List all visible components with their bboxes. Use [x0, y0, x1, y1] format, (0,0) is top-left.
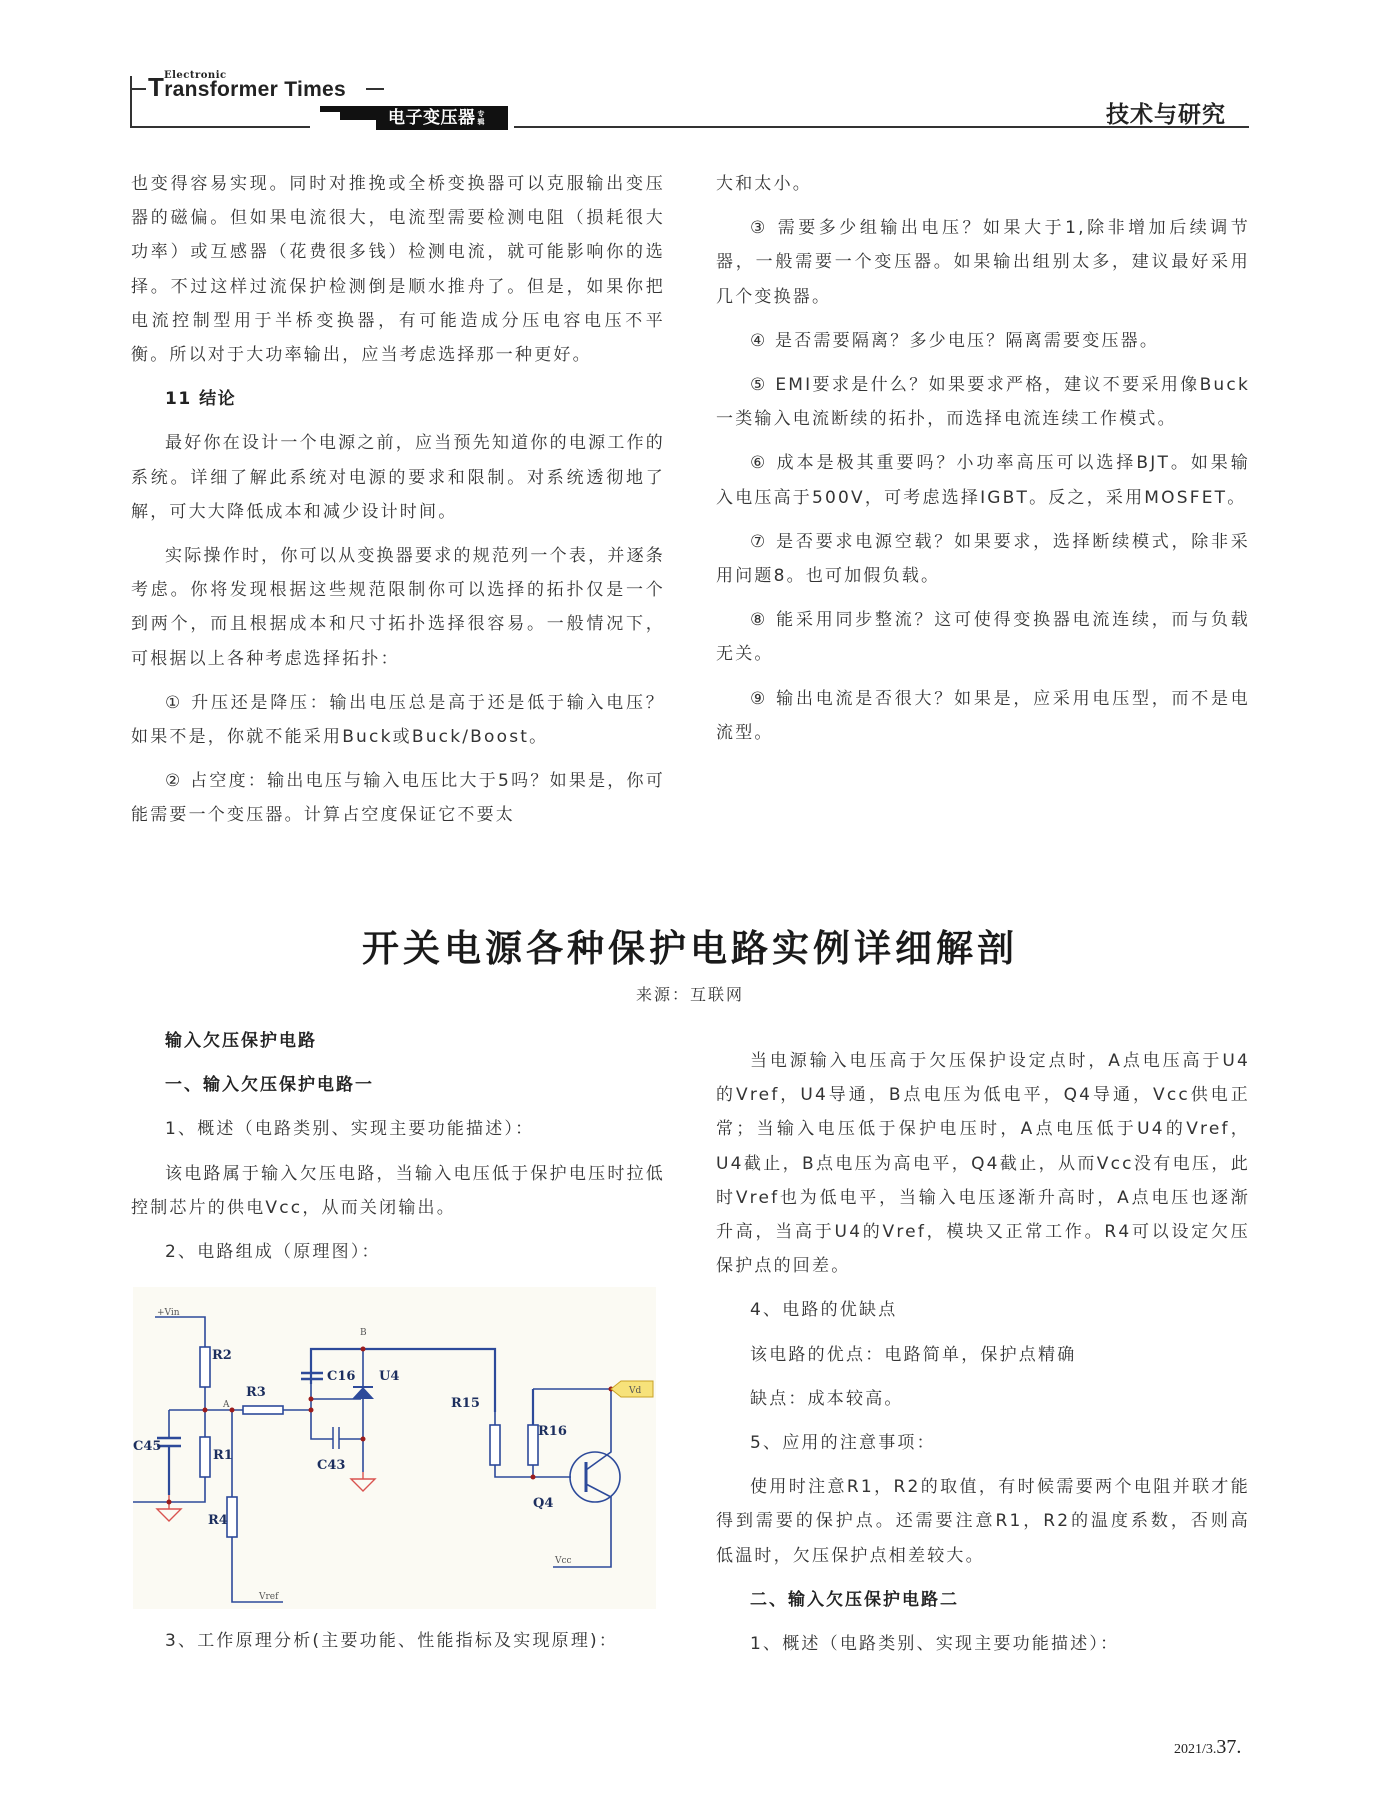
list-item: ⑤ EMI要求是什么？如果要求严格，建议不要采用像Buck一类输入电流断续的拓扑，而选择电流连续工作模式。 — [716, 375, 1250, 430]
section-label: 技术与研究 — [1106, 102, 1226, 128]
brand-dash — [366, 88, 384, 90]
article-title: 开关电源各种保护电路实例详细解剖 — [362, 927, 1018, 970]
paragraph: 该电路属于输入欠压电路，当输入电压低于保护电压时拉低控制芯片的供电Vcc，从而关闭输出。 — [131, 1163, 665, 1218]
resistor-r4 — [227, 1497, 237, 1537]
paragraph: 该电路的优点：电路简单，保护点精确 — [750, 1344, 1077, 1365]
article-left-column-bottom — [131, 1624, 665, 1668]
wires — [133, 1317, 620, 1602]
brand-cn-title: 电子变压器 — [388, 108, 476, 128]
list-item: ⑧ 能采用同步整流？这可使得变换器电流连续，而与负载无关。 — [716, 610, 1250, 665]
label-r15: R15 — [451, 1396, 480, 1411]
brand-banner — [320, 106, 508, 130]
paragraph: 使用时注意R1，R2的取值，有时候需要两个电阻并联才能得到需要的保护点。还需要注意R1，R2的温度系数，否则高低温时，欠压保护点相差较大。 — [716, 1477, 1250, 1566]
header-rule-vertical — [130, 76, 132, 128]
heading-sub: 一、输入欠压保护电路一 — [165, 1075, 374, 1096]
label-vref: Vref — [259, 1592, 279, 1602]
resistor-r2 — [200, 1347, 210, 1387]
heading-main: 输入欠压保护电路 — [165, 1031, 317, 1051]
heading-sub-2: 二、输入欠压保护电路二 — [750, 1589, 959, 1610]
label-u4: U4 — [379, 1369, 400, 1384]
list-item: ③ 需要多少组输出电压？如果大于1,除非增加后续调节器，一般需要一个变压器。如果输出组别太多，建议最好采用几个变换器。 — [716, 218, 1250, 307]
paragraph: 也变得容易实现。同时对推挽或全桥变换器可以克服输出变压器的磁偏。但如果电流很大，电流型需要检测电阻（损耗很大功率）或互感器（花费很多钱）检测电流，就可能影响你的选择。不过这样过流保护检测倒是顺水推舟了。但是，如果你把电流控制型用于半桥变换器，有可能造成分压电容电压不平衡。所以对于大功率输出，应当考虑选择那一种更好。 — [131, 174, 665, 366]
paragraph: 大和太小。 — [716, 174, 812, 194]
item-heading: 5、应用的注意事项： — [750, 1433, 936, 1454]
page-number — [1174, 1736, 1241, 1759]
label-r4: R4 — [208, 1513, 228, 1528]
label-c45: C45 — [133, 1439, 162, 1454]
label-node-a: A — [223, 1400, 230, 1410]
brand-cn-tiny: 专辑 — [477, 110, 485, 126]
list-item: ⑦ 是否要求电源空载？如果要求，选择断续模式，除非采用问题8。也可加假负载。 — [716, 531, 1250, 587]
label-r16: R16 — [538, 1424, 567, 1439]
brand-logo: Transformer Times — [148, 72, 347, 102]
item-heading: 1、概述（电路类别、实现主要功能描述）： — [165, 1119, 535, 1140]
item-heading: 4、电路的优缺点 — [750, 1300, 898, 1321]
label-q4: Q4 — [533, 1496, 554, 1511]
paragraph: 当电源输入电压高于欠压保护设定点时，A点电压高于U4的Vref，U4导通，B点电压为低电平，Q4导通，Vcc供电正常；当输入电压低于保护电压时，A点电压低于U4的Vref，U4截止，B点电压为高电平，Q4截止，从而Vcc没有电压，此时Vref也为低电平，当输入电压逐渐升高时，A点电压也逐渐升高，当高于U4的Vref，模块又正常工作。R4可以设定欠压保护点的回差。 — [716, 1051, 1250, 1277]
label-c43: C43 — [317, 1458, 346, 1473]
list-item: ② 占空度：输出电压与输入电压比大于5吗？如果是，你可能需要一个变压器。计算占空度保证它不要太 — [131, 771, 665, 826]
item-heading: 1、概述（电路类别、实现主要功能描述）： — [750, 1634, 1120, 1655]
article-right-column — [716, 1044, 1250, 1671]
item-heading: 2、电路组成（原理图）： — [165, 1242, 381, 1263]
label-r1: R1 — [213, 1448, 233, 1463]
header-rule-bottom-left — [130, 126, 310, 128]
paragraph: 缺点：成本较高。 — [750, 1388, 904, 1409]
paragraph: 实际操作时，你可以从变换器要求的规范列一个表，并逐条考虑。你将发现根据这些规范限制你可以选择的拓扑仅是一个到两个，而且根据成本和尺寸拓扑选择很容易。一般情况下，可根据以上各种考虑选择拓扑： — [131, 546, 665, 669]
paragraph: 最好你在设计一个电源之前，应当预先知道你的电源工作的系统。详细了解此系统对电源的要求和限制。对系统透彻地了解，可大大降低成本和减少设计时间。 — [131, 433, 665, 522]
list-item: ① 升压还是降压：输出电压总是高于还是低于输入电压？如果不是，你就不能采用Buck或Buck/Boost。 — [131, 692, 665, 748]
label-r3: R3 — [246, 1385, 266, 1400]
page-number-value: 37. — [1216, 1736, 1242, 1758]
label-node-b: B — [360, 1328, 367, 1338]
label-vin: +Vin — [157, 1308, 180, 1318]
issue-date: 2021/3. — [1174, 1742, 1217, 1757]
section-heading-conclusion: 11 结论 — [165, 389, 237, 410]
top-left-column — [131, 167, 665, 843]
brand-electronic-label: Electronic — [164, 70, 227, 81]
resistor-r1 — [200, 1437, 210, 1477]
list-item: ⑥ 成本是极其重要吗？小功率高压可以选择BJT。如果输入电压高于500V，可考虑选择IGBT。反之，采用MOSFET。 — [716, 453, 1250, 508]
list-item: ⑨ 输出电流是否很大？如果是，应采用电压型，而不是电流型。 — [716, 688, 1250, 743]
label-r2: R2 — [212, 1348, 232, 1363]
transistor-q4 — [570, 1452, 620, 1502]
header-rule-left — [130, 88, 146, 90]
resistor-r3 — [243, 1406, 283, 1414]
article-source: 来源：互联网 — [635, 985, 744, 1004]
resistor-r15 — [490, 1425, 500, 1465]
label-c16: C16 — [327, 1369, 356, 1384]
top-right-column — [716, 167, 1250, 760]
article-left-column — [131, 1024, 665, 1279]
schematic-svg — [133, 1287, 656, 1609]
label-vd: Vd — [629, 1386, 642, 1396]
zener-triangle — [352, 1387, 374, 1399]
circuit-schematic — [133, 1287, 656, 1609]
label-vcc: Vcc — [555, 1556, 572, 1566]
ground-symbols — [157, 1472, 375, 1521]
resistor-r16 — [528, 1425, 538, 1465]
item-heading: 3、工作原理分析(主要功能、性能指标及实现原理)： — [165, 1631, 619, 1651]
list-item: ④ 是否需要隔离？多少电压？隔离需要变压器。 — [750, 330, 1160, 351]
